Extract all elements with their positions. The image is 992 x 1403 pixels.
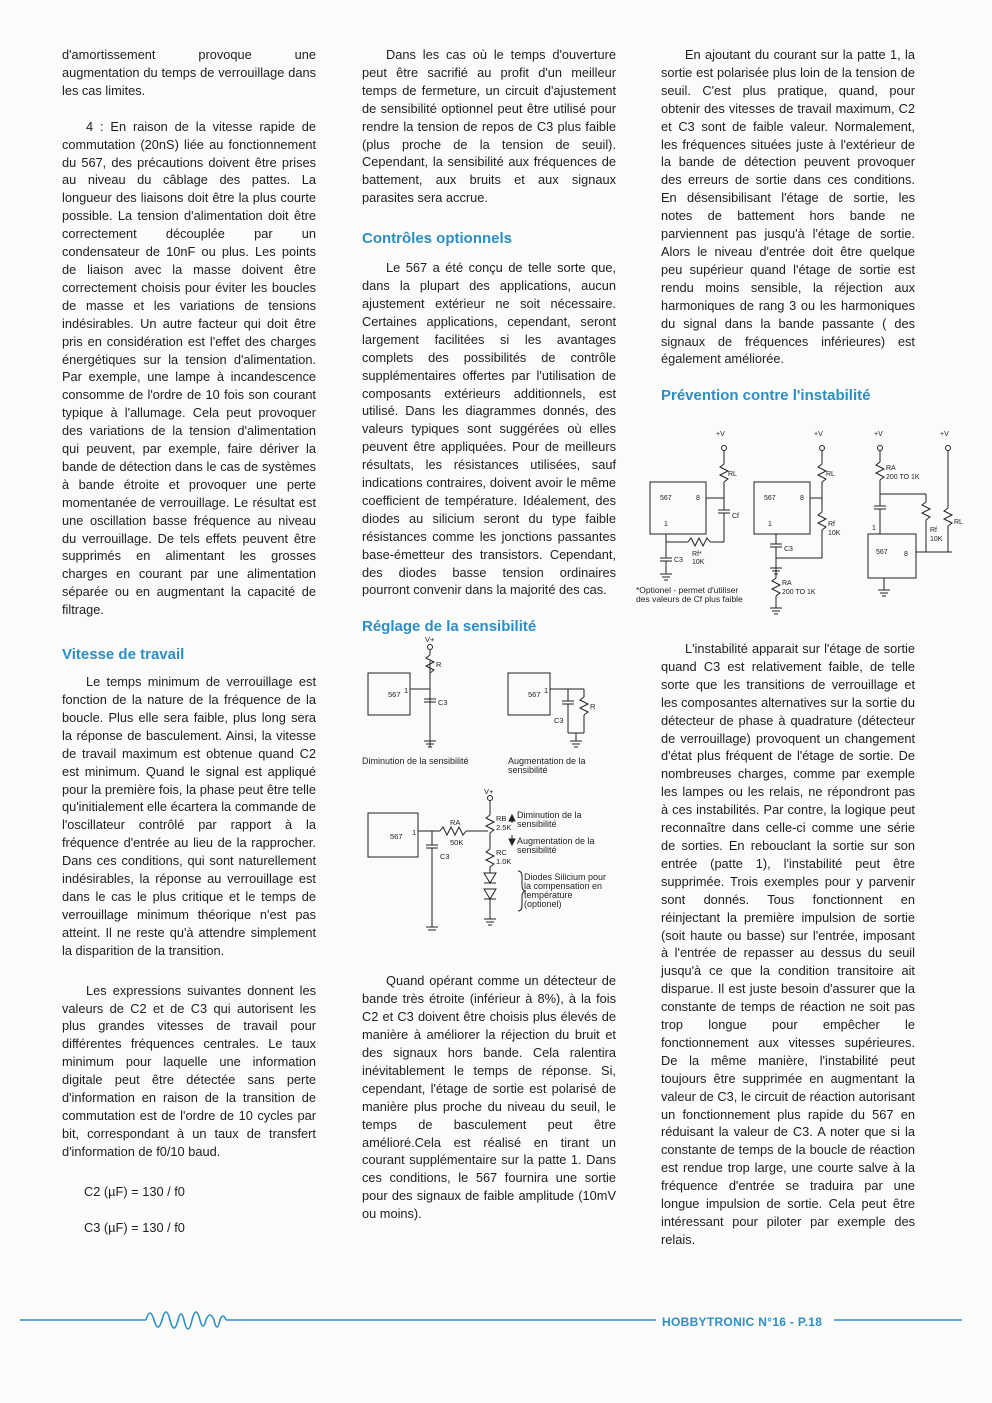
pin-label: 8 <box>696 495 700 502</box>
caption-diminution: Diminution de la sensibilité <box>362 757 469 767</box>
chip-label: 567 <box>660 495 672 502</box>
c3-label: C3 <box>438 698 448 708</box>
rc-value: 1.0K <box>496 857 512 867</box>
rb-value: 2.5K <box>496 823 512 833</box>
chip-label: 567 <box>528 690 541 700</box>
paragraph: Quand opérant comme un détecteur de bande très étroite (inférieur à 8%), à la fois C2 et C3 doivent être choisis plus élevés de manière à améliorer la réjection du bruit et des signaux hors bande. Cela ralentira inévitablement le temps de réponse. Si, cependant, l'étage de sortie est polarisé de manière plus proche du niveau du seuil, le temps de basculement peut être amélioré.Cela est réalisé en tirant un courant supplémentaire sur la patte 1. Dans ces conditions, le 567 fournira une sortie pour des signaux de faible amplitude (10mV ou moins). <box>362 973 616 1222</box>
c3-label: C3 <box>784 546 793 553</box>
column-3 <box>661 46 915 406</box>
chip-label: 567 <box>876 549 888 556</box>
ra-label: RA <box>782 580 792 587</box>
vplus-label: +V <box>716 431 725 438</box>
paragraph: Les expressions suivantes donnent les valeurs de C2 et de C3 qui autorisent les plus grandes vitesses de travail pour différentes fréquences centrales. Le taux minimum pour laquelle une information digitale peut être détectée sans perte d'information en raison de la transition de commutation est de l'ordre de 10 cycles par bit, correspondant à un taux de transfert d'information de f0/10 baud. <box>62 982 316 1159</box>
rc-label: RC <box>496 848 507 858</box>
chip-label: 567 <box>388 690 401 700</box>
c3-label: C3 <box>554 716 564 726</box>
rf-label: Rf* <box>692 551 702 558</box>
value-10k: 10K <box>930 536 943 543</box>
ra-range: 200 TO 1K <box>782 589 816 596</box>
c3-label: C3 <box>674 557 683 564</box>
label-diodes: Diodes Silicium pour la compensation en température (optionel) <box>524 873 607 910</box>
label-diminution: Diminution de la sensibilité <box>517 811 582 830</box>
cf-label: Cf <box>732 513 739 520</box>
optional-note: *Optionel - permet d'utiliser des valeurs de Cf plus faible <box>636 586 743 604</box>
vplus-label: V+ <box>484 787 494 797</box>
instability-diagram <box>636 428 966 624</box>
pin-label: 1 <box>412 828 417 838</box>
heading-vitesse: Vitesse de travail <box>62 646 185 664</box>
pin-label: 1 <box>872 525 876 532</box>
footer-page-label: HOBBYTRONIC N°16 - P.18 <box>662 1315 823 1329</box>
paragraph: Le temps minimum de verrouillage est fonction de la nature de la fréquence de la boucle. Plus elle sera faible, plus long sera la réponse de basculement. Ainsi, la vitesse de travail maximum est obtenue quand C2 est minimum. Quand le signal est appliqué pour la première fois, la phase peut être telle qu'initialement elle écartera la commande de l'oscillateur contrôlé par rapport à la fréquence d'entrée au lieu de la rapprocher. Dans ces conditions, qui sont naturellement indésirables, la réponse au verrouillage est dans le cas le plus critique et le temps de verrouillage minimum théorique n'est pas atteint. Il ne reste qu'à attendre simplement la disparition de la transition. <box>62 674 316 958</box>
label-augmentation: Augmentation de la sensibilité <box>517 837 595 856</box>
ra-value: 50K <box>450 838 464 848</box>
chip-label: 567 <box>764 495 776 502</box>
value-10k: 10K <box>692 559 705 566</box>
pin-label: 1 <box>544 686 549 696</box>
r-label: R <box>436 660 442 670</box>
heading-prevention: Prévention contre l'instabilité <box>661 387 871 405</box>
formula-c3: C3 (µF) = 130 / f0 <box>84 1219 185 1235</box>
vplus-label: +V <box>814 431 823 438</box>
rl-label: RL <box>954 519 963 526</box>
rf-label: Rf <box>930 527 937 534</box>
ra-range: 200 TO 1K <box>886 474 920 481</box>
sensitivity-diagram <box>362 637 616 957</box>
vplus-label: +V <box>940 431 949 438</box>
column-2 <box>362 46 616 1223</box>
rl-label: RL <box>728 471 737 478</box>
pin-label: 8 <box>904 551 908 558</box>
rb-label: RB <box>496 814 507 824</box>
paragraph: Dans les cas où le temps d'ouverture peut être sacrifié au profit d'un meilleur temps de fermeture, un circuit d'ajustement de sensibilité optionnel peut être utilisé pour rendre la tension de repos de C3 plus faible (plus proche de la tension de seuil). Cependant, la sensibilité aux fréquences de battement, aux bruits et aux signaux parasites sera accrue. <box>362 47 616 206</box>
ra-label: RA <box>450 818 461 828</box>
pin-label: 1 <box>768 521 772 528</box>
column-1 <box>62 46 316 1236</box>
column-3-bottom <box>661 640 915 1249</box>
heading-reglage: Réglage de la sensibilité <box>362 618 537 636</box>
pin-label: 1 <box>404 686 409 696</box>
vplus-label: +V <box>874 431 883 438</box>
paragraph: En ajoutant du courant sur la patte 1, la sortie est polarisée plus loin de la tension de seuil. C'est plus pratique, quand, pour obtenir des vitesses de travail maximum, C2 et C3 sont de faible valeur. Normalement, les fréquences situées juste à l'extérieur de la bande de détection peuvent provoquer des erreurs de sortie dans ces conditions. En désensibilisant l'étage de sortie, les notes de battement hors bande ne parviennent pas jusqu'à l'étage de sortie. Alors le niveau d'entrée doit être quelque peu supérieur quand l'étage de sortie est rendu moins sensible, la réjection aux harmoniques de rang 3 ou les harmoniques du signal dans la bande passante ( des signaux de fréquences inférieures) est également améliorée. <box>661 47 915 367</box>
formula-c2: C2 (µF) = 130 / f0 <box>84 1183 185 1199</box>
chip-label: 567 <box>390 832 403 842</box>
paragraph: d'amortissement provoque une augmentation du temps de verrouillage dans les cas limites. <box>62 47 316 98</box>
pin-label: 8 <box>800 495 804 502</box>
paragraph: Le 567 a été conçu de telle sorte que, dans la plupart des applications, aucun ajustement extérieur ne soit nécessaire. Certaines applications, cependant, seront largement facilitées si les avantages complets des possibilités de contrôle supplémentaires offertes par l'utilisation de composants extérieurs additionnels, est utilisé. Dans les diagrammes donnés, des valeurs typiques sont suggérées où elles peuvent être appliquées. Pour de meilleurs résultats, les résistances utilisées, sauf indications contraires, doivent avoir le même coefficient de température. Idéalement, des diodes au silicium seront du type faible résistances comme les jonctions passantes base-émetteur des transistors. Cependant, des diodes basse tension ordinaires pourront convenir dans la majorité des cas. <box>362 260 616 598</box>
pin-label: 1 <box>664 521 668 528</box>
c3-label: C3 <box>440 852 450 862</box>
rl-label: RL <box>826 471 835 478</box>
caption-augmentation: Augmentation de la sensibilité <box>508 757 586 776</box>
vplus-label: V+ <box>425 637 435 645</box>
heading-controles: Contrôles optionnels <box>362 230 512 248</box>
rf-label: Rf <box>828 521 835 528</box>
paragraph: 4 : En raison de la vitesse rapide de commutation (20nS) liée au fonctionnement du 567, des précautions doivent être prises au niveau du câblage des pattes. La longueur des liaisons doit être la plus courte possible. La tension d'alimentation doit être correctement découplée par un condensateur de 10nF ou plus. Les points de liaison avec la masse doivent être correctement choisis pour éviter les boucles de masse et les variations de tensions indésirables. Un autre facteur qui doit être pris en considération est l'effet des charges énergétiques sur la tension d'alimentation. Par exemple, une lampe à incandescence consomme de l'ordre de 10 fois son courant typique à l'allumage. Cela peut provoquer des variations de la tension d'alimentation qui peuvent, par exemple, faire dériver la bande de détection dans le cas de systèmes à bande étroite et provoquer une perte momentanée de verrouillage. Le résultat est une oscillation basse fréquence au niveau du verrouillage. De tels effets peuvent être supprimés en alimentant les grosses charges en courant par une alimentation séparée ou en augmentant la capacité de filtrage. <box>62 118 316 618</box>
footer-rule <box>0 1300 992 1340</box>
paragraph: L'instabilité apparait sur l'étage de sortie quand C3 est relativement faible, de telle sorte que les transitions de verrouillage et les composantes alternatives sur la sortie du détecteur de phase à quadrature (détecteur de verrouillage) provoquent un changement d'état plus fréquent de l'étage de sortie. De nombreuses charges, comme par exemple les lampes ou les relais, ne répondront pas à ces instabilités. Par contre, la logique peut reconnaître dans celle-ci comme une série de sorties. En rebouclant la sortie sur son entrée (patte 1), l'instabilité peut être supprimée. Trois exemples pour y parvenir sont donnés. Tous fonctionnent en réinjectant la première impulsion de sortie (soit haute ou basse) sur l'entrée, imposant à l'entrée de repasser au dessus du seuil jusqu'à ce que la condition transitoire ait disparue. Il est juste besoin d'assurer que la constante de temps de réaction ne soit pas trop longue pour empêcher le fonctionnement aux vitesses supérieures. De la même manière, l'instabilité peut toujours être supprimée en augmentant la valeur de C3, le circuit de réaction autorisant un fonctionnement plus rapide du 567 en réduisant la valeur de C3. A noter que si la constante de temps de la boucle de réaction est rendue trop large, une courte salve à la fréquence d'entrée se traduira par une longue impulsion de sortie. Cela peut être intéressant pour piloter par exemple des relais. <box>661 641 915 1247</box>
value-10k: 10K <box>828 530 841 537</box>
ra-label: RA <box>886 465 896 472</box>
r-label: R <box>590 702 596 712</box>
